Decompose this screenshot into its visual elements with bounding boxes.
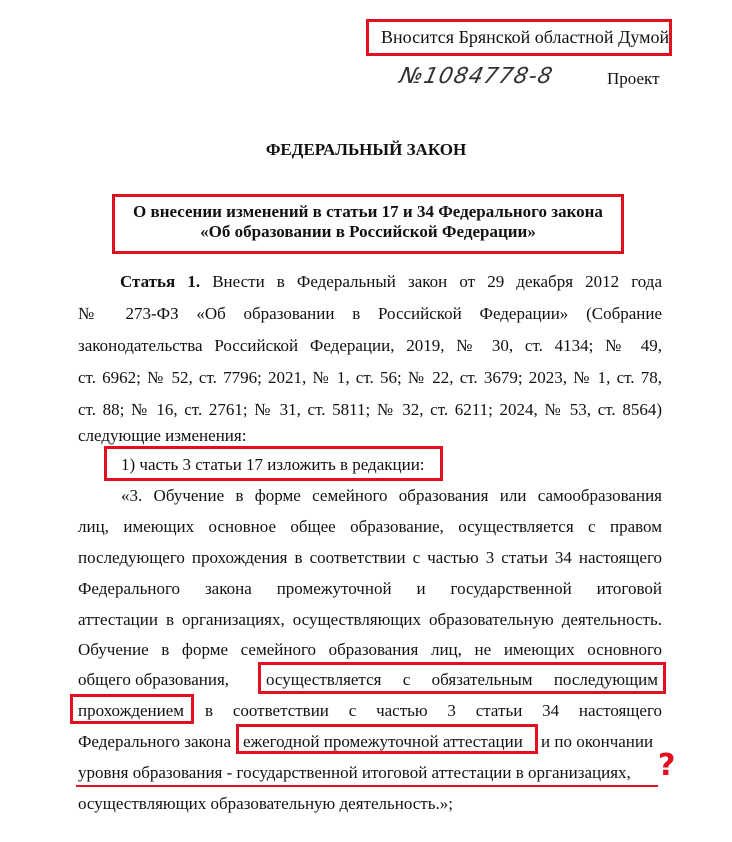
article1-line-2: № 273-ФЗ «Об образовании в Российской Федерации» (Собрание: [78, 304, 662, 323]
article1-line-1: [120, 272, 662, 292]
amendment1-line-10: уровня образования - государственной итоговой аттестации в организациях,: [78, 763, 631, 782]
amendment1-line-7a: общего образования,: [78, 670, 230, 689]
amendment1-line-9a: Федерального закона: [78, 732, 232, 751]
article1-label: Статья 1.: [120, 272, 201, 291]
amendment1-line-4: Федерального закона промежуточной и государственной итоговой: [78, 579, 662, 598]
state-attestation-underline: [76, 785, 658, 787]
article1-line-3: законодательства Российской Федерации, 2019, № 30, ст. 4134; № 49,: [78, 336, 662, 355]
amendment1-line-6: Обучение в форме семейного образования лиц, не имеющих основного: [78, 640, 662, 659]
introduced-by: Вносится Брянской областной Думой: [381, 27, 670, 47]
law-title-line2: «Об образовании в Российской Федерации»: [200, 222, 536, 241]
introduced-by-highlight-box: [366, 19, 672, 56]
amendment1-line-9c: и по окончании: [541, 732, 654, 751]
law-title-line1: О внесении изменений в статьи 17 и 34 Федерального закона: [133, 202, 603, 221]
amendment1-heading-highlight-box: [104, 446, 443, 481]
law-type: ФЕДЕРАЛЬНЫЙ ЗАКОН: [265, 140, 467, 159]
article1-line-6: следующие изменения:: [78, 426, 247, 445]
amendment1-line-2: лиц, имеющих основное общее образование, осуществляется с правом: [78, 517, 662, 536]
passing-word-highlight-box: [70, 694, 194, 724]
highlighted-obligatory-phrase: осуществляется с обязательным последующим: [266, 670, 658, 689]
amendment1-heading: 1) часть 3 статьи 17 изложить в редакции:: [121, 455, 425, 474]
article1-intro: Внести в Федеральный закон от 29 декабря 2012 года: [212, 272, 662, 291]
law-title-highlight-box: [112, 194, 624, 254]
amendment1-line-8b: в соответствии с частью 3 статьи 34 настоящего: [205, 701, 662, 720]
question-mark-annotation: ?: [658, 748, 676, 783]
article1-line-5: ст. 88; № 16, ст. 2761; № 31, ст. 5811; № 32, ст. 6211; 2024, № 53, ст. 8564): [78, 400, 662, 419]
obligatory-phrase-highlight-box: [258, 662, 666, 694]
amendment1-line-5: аттестации в организациях, осуществляющих образовательную деятельность.: [78, 610, 662, 629]
amendment1-line-3: последующего прохождения в соответствии с частью 3 статьи 34 настоящего: [78, 548, 662, 567]
highlighted-annual-attestation: ежегодной промежуточной аттестации: [243, 732, 523, 751]
status-label: Проект: [607, 69, 660, 88]
highlighted-passing-word: прохождением: [78, 701, 185, 720]
amendment1-line-1: «3. Обучение в форме семейного образования или самообразования: [121, 486, 662, 505]
article1-line-4: ст. 6962; № 52, ст. 7796; 2021, № 1, ст. 56; № 22, ст. 3679; 2023, № 1, ст. 78,: [78, 368, 662, 387]
amendment1-line-11: осуществляющих образовательную деятельность.»;: [78, 794, 453, 813]
annual-attestation-highlight-box: [236, 724, 538, 754]
registration-number-handwritten: №1084778-8: [397, 64, 556, 89]
